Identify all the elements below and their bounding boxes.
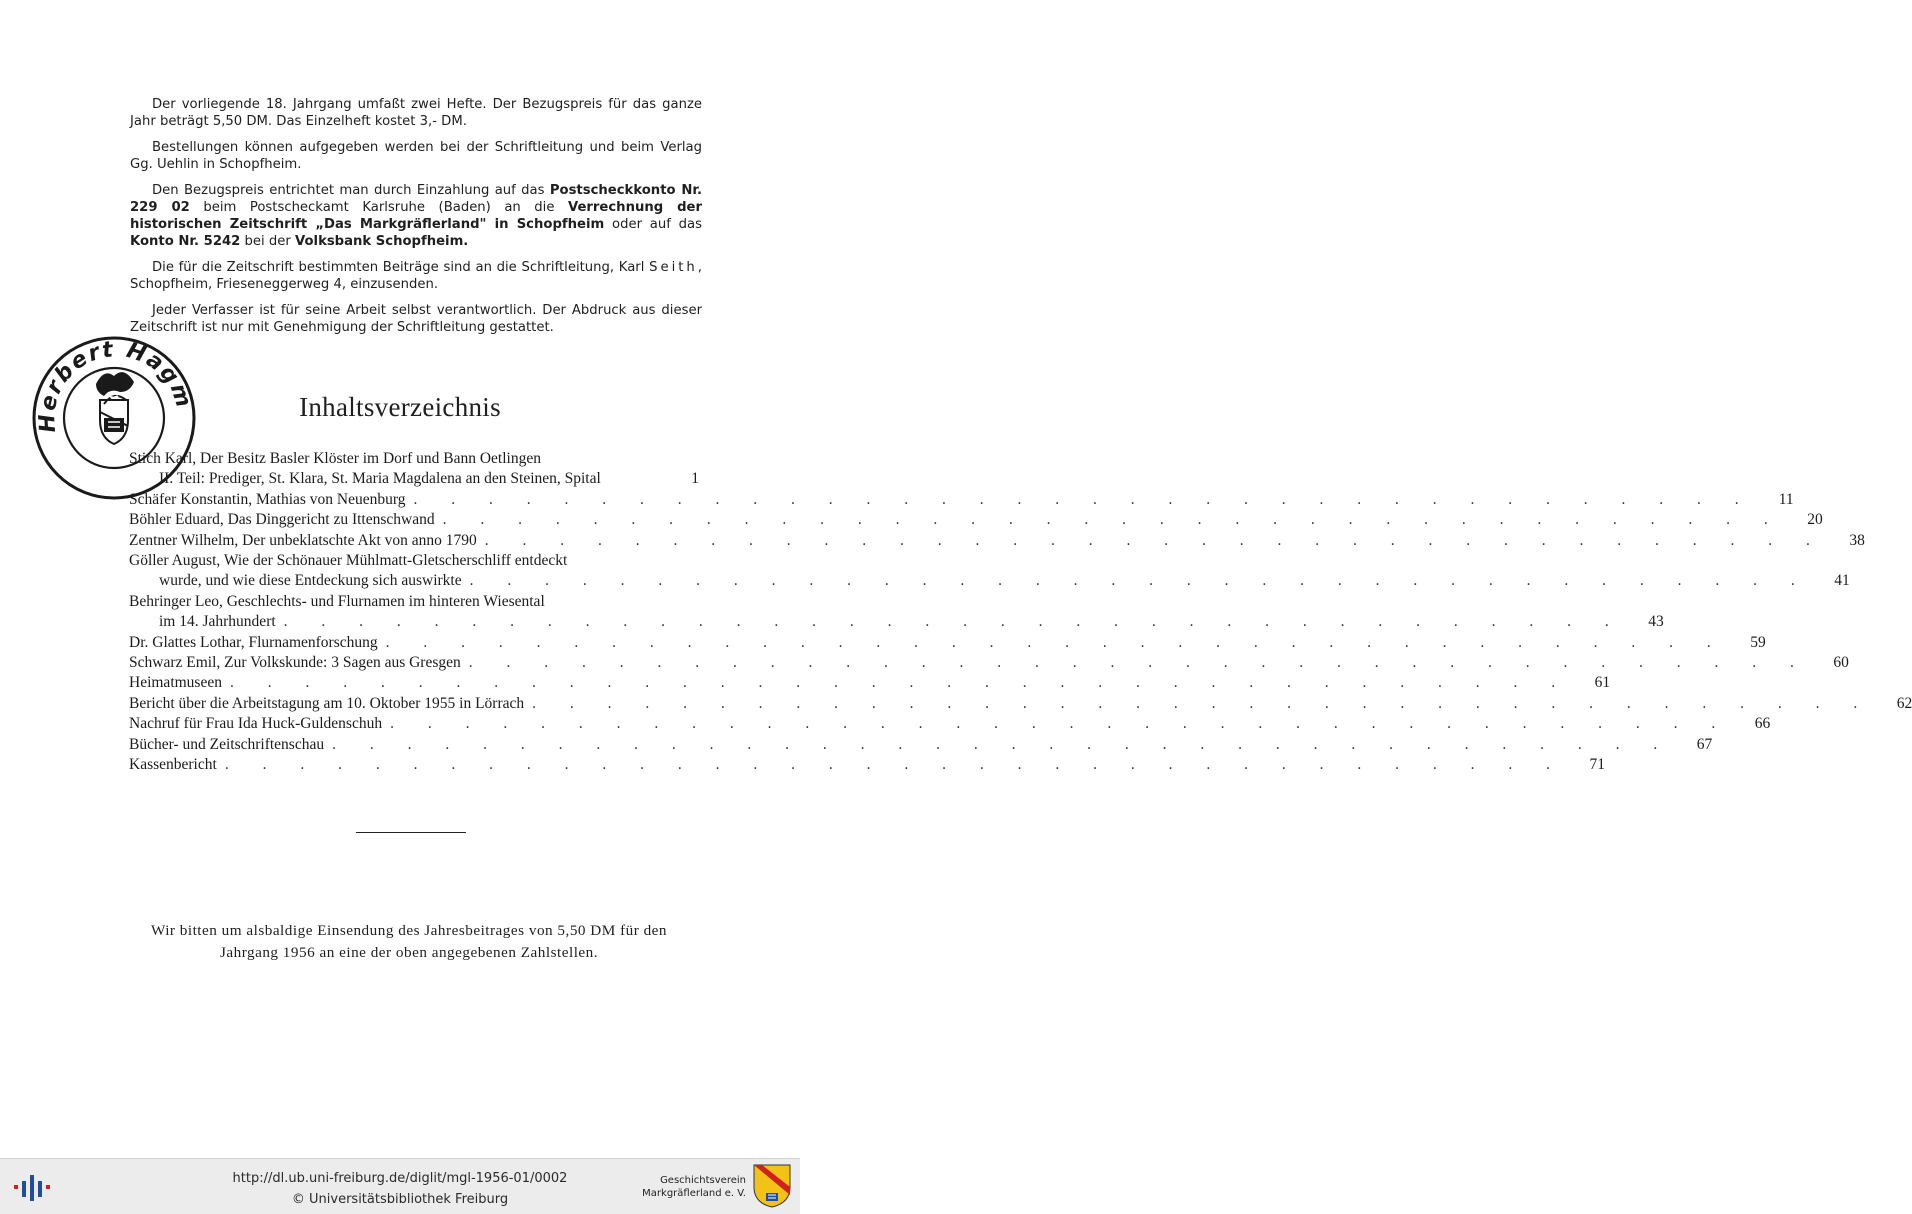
toc-entry [129,653,1849,673]
toc-page-number: 43 [1648,613,1664,631]
toc-entry [129,490,1794,510]
toc-leader-dots: . . . . . . . . . . . . . . . . . . . . . . . . . . . . . . . . . . . . [469,572,1810,590]
toc-page-number: 20 [1807,511,1823,529]
toc-page-number: 60 [1833,654,1849,672]
toc-entry-title: Kassenbericht [129,756,217,774]
toc-leader-dots: . . . . . . . . . . . . . . . . . . . . . . . . . . . . . . . . . . . . [468,654,1809,672]
notice-text: , Schopfheim, Frieseneggerweg 4, einzusenden. [130,260,702,292]
toc-entry-title: Zentner Wilhelm, Der unbeklatschte Akt von anno 1790 [129,531,477,549]
toc-leader-dots: . . . . . . . . . . . . . . . . . . . . . . . . . . . . . . . . . . . . [413,490,1754,508]
copyright-text: © Universitätsbibliothek Freiburg [291,1192,509,1207]
society-name [642,1174,746,1200]
toc-leader-dots: . . . . . . . . . . . . . . . . . . . . . . . . . . . . . . . . . . . . [484,531,1825,549]
toc-entry-title: Behringer Leo, Geschlechts- und Flurnamen im hinteren Wiesental [129,592,545,610]
toc-entry [129,510,1823,530]
subscription-notice [130,96,702,345]
toc-page-number: 41 [1834,572,1850,590]
toc-entry [129,592,1664,633]
bank-account: Konto Nr. 5242 [130,234,241,249]
toc-entry-title: Böhler Eduard, Das Dinggericht zu Ittenschwand [129,511,435,529]
toc-entry-subtitle: II. Teil: Prediger, St. Klara, St. Maria Magdalena an den Steinen, Spital [159,470,601,488]
toc-entry-title: Dr. Glattes Lothar, Flurnamenforschung [129,633,378,651]
toc-page-number: 61 [1594,674,1611,692]
toc-entry [129,449,699,490]
notice-text: Den Bezugspreis entrichtet man durch Einzahlung auf das [152,183,550,198]
notice-paragraph-4 [130,259,702,293]
toc-entry [129,755,1605,775]
toc-entry [129,694,1912,714]
toc-page-number: 62 [1896,694,1912,712]
toc-page-number: 38 [1849,531,1865,549]
notice-paragraph-1: Der vorliegende 18. Jahrgang umfaßt zwei Hefte. Der Bezugspreis für das ganze Jahr beträgt 5,50 DM. Das Einzelheft kostet 3,- DM. [130,97,702,129]
toc-title: Inhaltsverzeichnis [299,392,501,422]
permalink-url[interactable]: http://dl.ub.uni-freiburg.de/diglit/mgl-1956-01/0002 [232,1171,568,1186]
toc-leader-dots: . . . . . . . . . . . . . . . . . . . . . . . . . . . . . . . . . . . . [229,674,1571,692]
toc-entry [129,531,1865,551]
postscheck-account: Postscheckkonto Nr. 229 02 [130,183,702,215]
toc-page-number: 1 [691,470,699,488]
toc-entry-title: Bericht über die Arbeitstagung am 10. Oktober 1955 in Lörrach [129,694,525,712]
toc-entry-continuation [129,612,276,632]
bank-name: Volksbank Schopfheim. [295,234,469,249]
toc-page-number: 66 [1754,715,1771,733]
stamp-owner-name: Herbert Hagm [34,337,197,434]
toc-entry-continuation [129,571,462,591]
table-of-contents [129,449,1912,776]
toc-entry [129,735,1713,755]
notice-paragraph-3 [130,182,702,250]
toc-leader-dots: . . . . . . . . . . . . . . . . . . . . . . . . . . . . . . . . . . . . [385,633,1726,651]
notice-text: beim Postscheckamt Karlsruhe (Baden) an die [189,200,568,215]
payment-request-note: Wir bitten um alsbaldige Einsendung des Jahresbeitrages von 5,50 DM für den Jahrgang 1956 an eine der oben angegebenen Zahlstellen. [150,922,668,961]
toc-page-number: 59 [1750,633,1766,651]
toc-entry [129,551,1850,592]
society-name-line2: Markgräflerland e. V. [642,1188,746,1199]
toc-entry-title: Heimatmuseen [129,674,222,692]
section-divider [356,832,466,833]
toc-entry-title: Nachruf für Frau Ida Huck-Guldenschuh [129,715,383,733]
notice-text: oder auf das [604,217,702,232]
toc-entry [129,714,1771,734]
toc-page-number: 71 [1589,756,1605,774]
toc-leader-dots: . . . . . . . . . . . . . . . . . . . . . . . . . . . . . . . . . . . . [532,694,1873,712]
toc-entry-continuation [129,469,601,489]
toc-page-number: 67 [1696,735,1713,753]
notice-text: bei der [240,234,295,249]
account-holder: Verrechnung der historischen Zeitschrift „Das Markgräflerland" in Schopfheim [130,200,702,232]
toc-leader-dots: . . . . . . . . . . . . . . . . . . . . . . . . . . . . . . . . . . . . [283,613,1624,631]
notice-paragraph-2: Bestellungen können aufgegeben werden bei der Schriftleitung und beim Verlag Gg. Uehlin in Schopfheim. [130,140,702,172]
toc-entry-title: Stich Karl, Der Besitz Basler Klöster im Dorf und Bann Oetlingen [129,450,541,467]
toc-entry-subtitle: wurde, und wie diese Entdeckung sich auswirkte [159,572,462,590]
toc-entry-subtitle: im 14. Jahrhundert [159,613,276,631]
viewer-footer-bar [0,1158,800,1214]
toc-leader-dots: . . . . . . . . . . . . . . . . . . . . . . . . . . . . . . . . . . . . [390,715,1731,733]
society-name-line1: Geschichtsverein [660,1175,746,1186]
notice-paragraph-5: Jeder Verfasser ist für seine Arbeit selbst verantwortlich. Der Abdruck aus dieser Zeitschrift ist nur mit Genehmigung der Schriftleitung gestattet. [130,303,702,335]
toc-entry [129,673,1611,693]
toc-entry [129,633,1766,653]
toc-leader-dots: . . . . . . . . . . . . . . . . . . . . . . . . . . . . . . . . . . . . [442,511,1783,529]
notice-text: Die für die Zeitschrift bestimmten Beiträge sind an die Schriftleitung, Karl [152,260,650,275]
editor-name: Seith [649,260,698,275]
toc-leader-dots: . . . . . . . . . . . . . . . . . . . . . . . . . . . . . . . . . . . . [224,756,1565,774]
toc-entry-title: Schäfer Konstantin, Mathias von Neuenburg [129,490,406,508]
toc-leader-dots: . . . . . . . . . . . . . . . . . . . . . . . . . . . . . . . . . . . . [332,735,1673,753]
toc-entry-title: Göller August, Wie der Schönauer Mühlmatt-Gletscherschliff entdeckt [129,552,568,570]
society-crest-icon[interactable] [752,1163,792,1213]
toc-entry-title: Bücher- und Zeitschriftenschau [129,735,325,753]
toc-page-number: 11 [1778,490,1794,508]
toc-entry-title: Schwarz Emil, Zur Volkskunde: 3 Sagen aus Gresgen [129,654,461,672]
